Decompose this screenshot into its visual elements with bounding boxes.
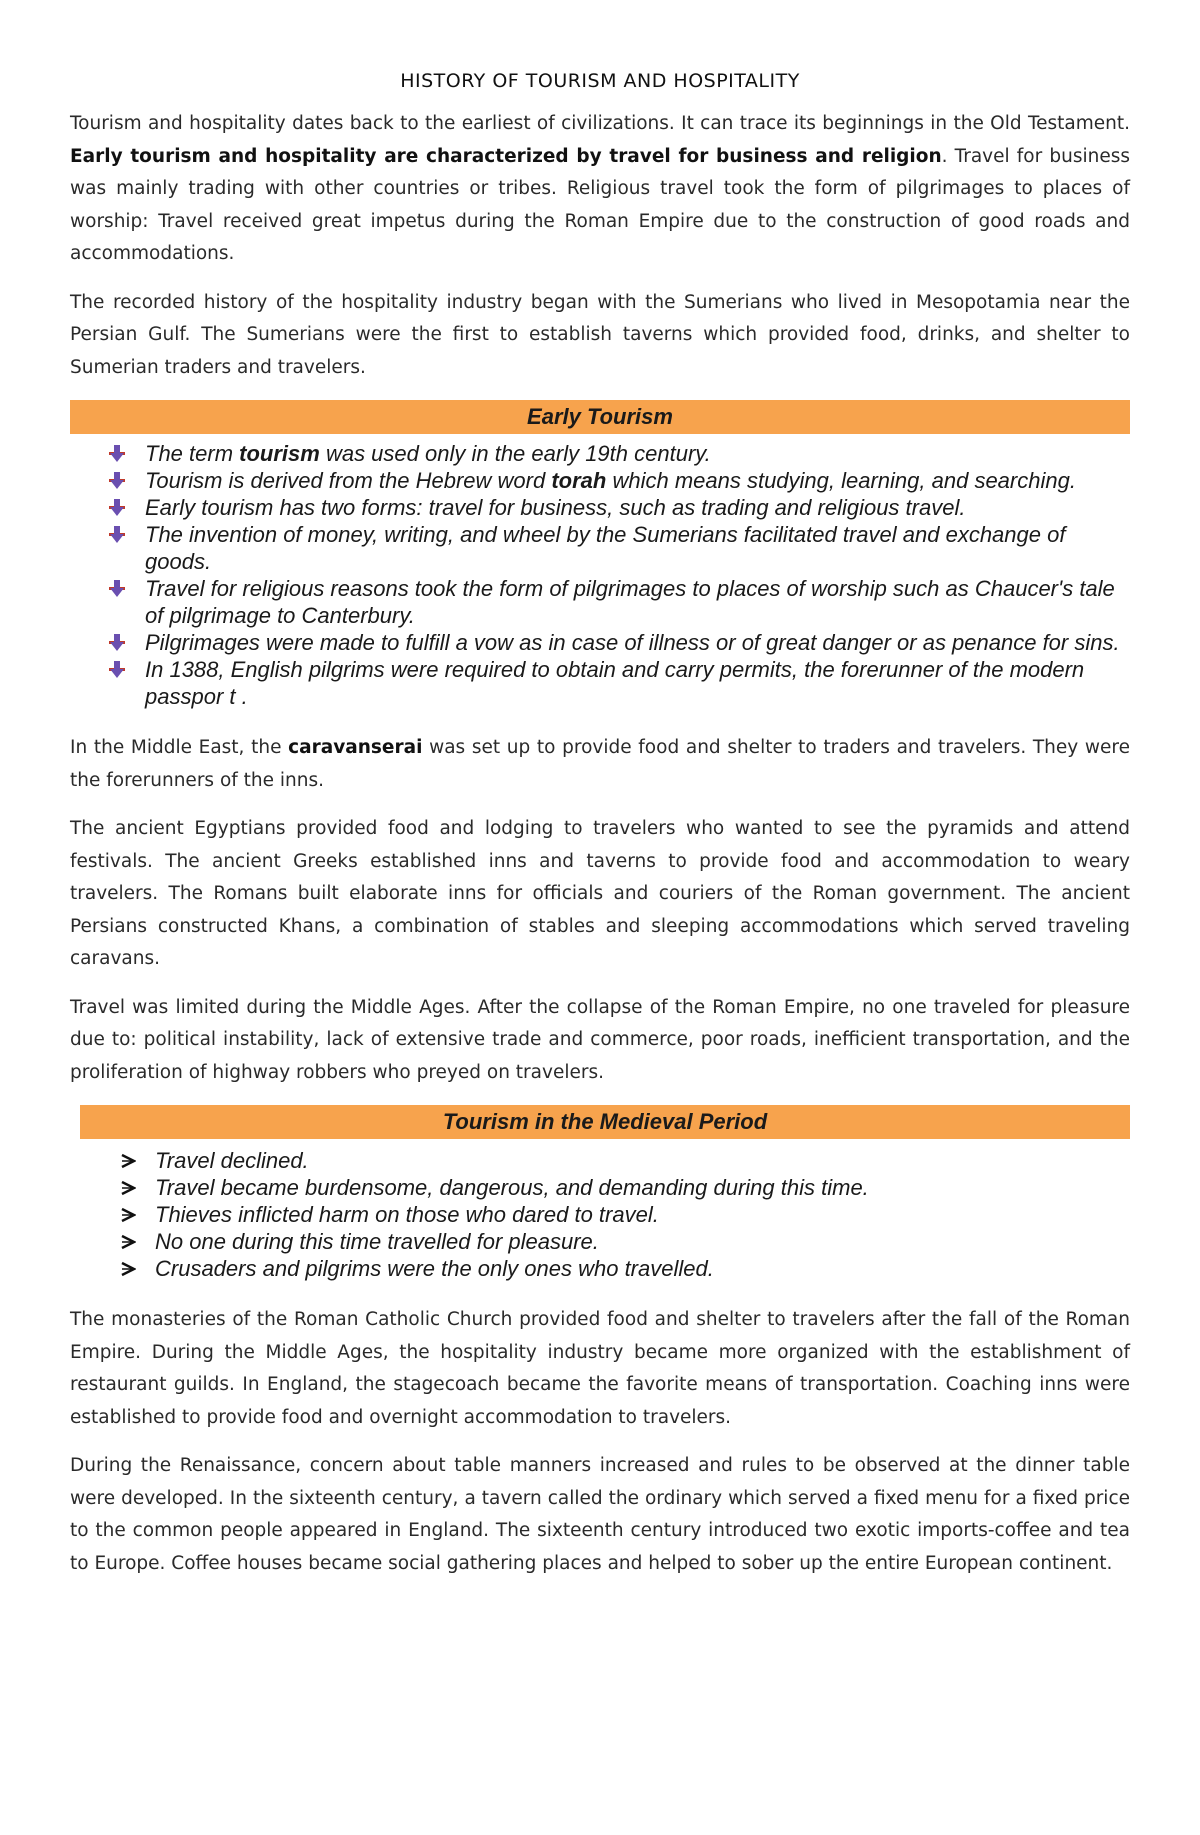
arrow-down-bullet-icon (108, 526, 126, 544)
arrowhead-bullet-icon (120, 1180, 136, 1196)
arrowhead-bullet-icon (120, 1207, 136, 1223)
list-item: Early tourism has two forms: travel for business, such as trading and religious travel. (70, 494, 1130, 521)
caravanserai-bold-text: caravanserai (288, 737, 423, 758)
list-item: No one during this time travelled for pleasure. (80, 1228, 1130, 1255)
early-tourism-list (70, 440, 1130, 710)
list-item: The invention of money, writing, and wheel by the Sumerians facilitated travel and exchange of goods. (70, 521, 1130, 575)
list-item: Thieves inflicted harm on those who dared to travel. (80, 1201, 1130, 1228)
arrow-down-bullet-icon (108, 634, 126, 652)
caravanserai-paragraph: In the Middle East, the caravanserai was set up to provide food and shelter to traders and travelers. They were the forerunners of the inns. (70, 737, 1130, 791)
arrow-down-bullet-icon (108, 580, 126, 598)
middle-ages-paragraph: Travel was limited during the Middle Ages. After the collapse of the Roman Empire, no one traveled for pleasure due to: political instability, lack of extensive trade and commerce, poor roads, inefficient transportation, and the proliferation of highway robbers who preyed on travelers. (70, 996, 1130, 1083)
document-page (70, 62, 1130, 1596)
arrow-down-bullet-icon (108, 499, 126, 517)
list-item: Travel declined. (80, 1147, 1130, 1174)
ancient-civilizations-paragraph: The ancient Egyptians provided food and lodging to travelers who wanted to see the pyramids and attend festivals. The ancient Greeks established inns and taverns to provide food and accommodation to weary travelers. The Romans built elaborate inns for officials and couriers of the Roman government. The ancient Persians constructed Khans, a combination of stables and sleeping accommodations which served traveling caravans. (70, 818, 1130, 969)
arrow-down-bullet-icon (108, 472, 126, 490)
list-item: Travel for religious reasons took the form of pilgrimages to places of worship such as Chaucer's tale of pilgrimage to Canterbury. (70, 575, 1130, 629)
early-tourism-header: Early Tourism (70, 400, 1130, 434)
renaissance-paragraph: During the Renaissance, concern about table manners increased and rules to be observed at the dinner table were developed. In the sixteenth century, a tavern called the ordinary which served a fixed menu for a fixed price to the common people appeared in England. The sixteenth century introduced two exotic imports-coffee and tea to Europe. Coffee houses became social gathering places and helped to sober up the entire European continent. (70, 1455, 1130, 1574)
early-tourism-box (70, 400, 1130, 710)
medieval-tourism-box (80, 1105, 1130, 1282)
arrowhead-bullet-icon (120, 1153, 136, 1169)
arrowhead-bullet-icon (120, 1261, 136, 1277)
list-item: The term tourism was used only in the early 19th century. (70, 440, 1130, 467)
intro-paragraph: Tourism and hospitality dates back to the earliest of civilizations. It can trace its beginnings in the Old Testament. Early tourism and hospitality are characterized by travel for business and religion. Travel for business was mainly trading with other countries or tribes. Religious travel took the form of pilgrimages to places of worship: Travel received great impetus during the Roman Empire due to the construction of good roads and accommodations. (70, 113, 1130, 264)
arrowhead-bullet-icon (120, 1234, 136, 1250)
list-item: Travel became burdensome, dangerous, and demanding during this time. (80, 1174, 1130, 1201)
list-item: Pilgrimages were made to fulfill a vow as in case of illness or of great danger or as penance for sins. (70, 629, 1130, 656)
arrow-down-bullet-icon (108, 445, 126, 463)
sumerians-paragraph: The recorded history of the hospitality industry began with the Sumerians who lived in Mesopotamia near the Persian Gulf. The Sumerians were the first to establish taverns which provided food, drinks, and shelter to Sumerian traders and travelers. (70, 291, 1130, 378)
list-item: Tourism is derived from the Hebrew word torah which means studying, learning, and searching. (70, 467, 1130, 494)
list-item: Crusaders and pilgrims were the only ones who travelled. (80, 1255, 1130, 1282)
medieval-tourism-list (80, 1147, 1130, 1282)
page-title: HISTORY OF TOURISM AND HOSPITALITY (400, 70, 800, 92)
list-item: In 1388, English pilgrims were required to obtain and carry permits, the forerunner of the modern passpor t . (70, 656, 1130, 710)
monasteries-paragraph: The monasteries of the Roman Catholic Church provided food and shelter to travelers after the fall of the Roman Empire. During the Middle Ages, the hospitality industry became more organized with the establishment of restaurant guilds. In England, the stagecoach became the favorite means of transportation. Coaching inns were established to provide food and overnight accommodation to travelers. (70, 1309, 1130, 1428)
medieval-tourism-header: Tourism in the Medieval Period (80, 1105, 1130, 1139)
arrow-down-bullet-icon (108, 661, 126, 679)
intro-bold-text: Early tourism and hospitality are characterized by travel for business and religion (70, 145, 942, 167)
